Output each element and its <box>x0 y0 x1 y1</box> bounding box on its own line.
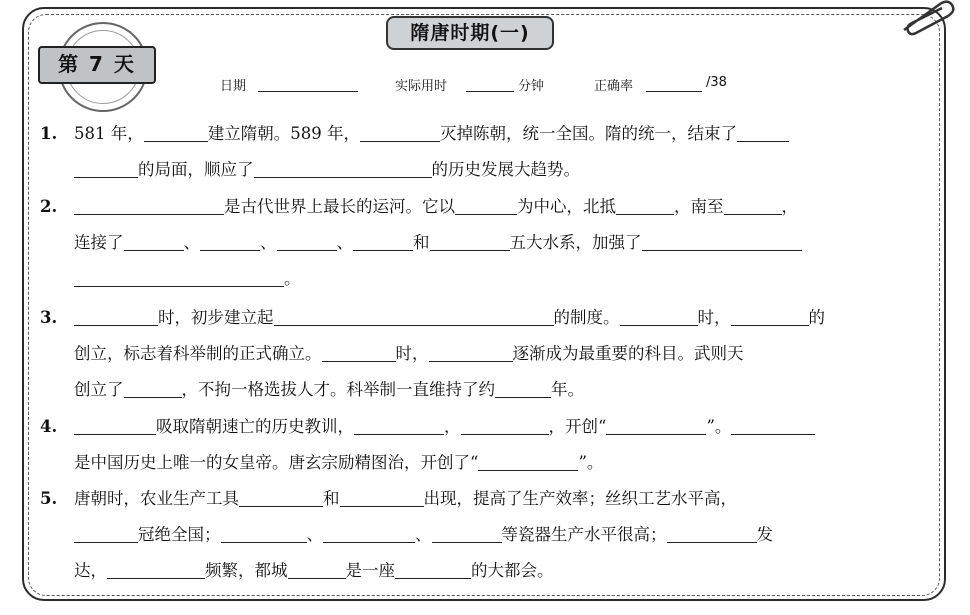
question-4 <box>40 409 910 481</box>
question-text: 的制度。 <box>553 308 620 327</box>
answer-blank[interactable] <box>221 522 307 543</box>
answer-blank[interactable] <box>74 305 158 326</box>
question-3 <box>40 300 910 408</box>
question-text: 达， <box>74 561 107 580</box>
question-text: 是中国历史上唯一的女皇帝。唐玄宗励精图治，开创了“ <box>74 453 479 472</box>
answer-blank[interactable] <box>144 121 208 142</box>
question-text: 的 <box>808 308 825 327</box>
answer-blank[interactable] <box>495 377 551 398</box>
question-text: 冠绝全国； <box>138 525 221 544</box>
question-text: 的局面，顺应了 <box>138 160 254 179</box>
question-number: 5. <box>40 489 58 508</box>
question-text: 灭掉陈朝，统一全国。隋的统一，结束了 <box>440 124 737 143</box>
question-text: 唐朝时，农业生产工具 <box>74 489 239 508</box>
question-2 <box>40 189 910 297</box>
separator: 、 <box>415 525 432 544</box>
question-text: 频繁，都城 <box>205 561 288 580</box>
answer-blank[interactable] <box>432 522 502 543</box>
separator: 、 <box>336 233 353 252</box>
answer-blank[interactable] <box>74 414 156 435</box>
accuracy-label: 正确率 <box>594 79 634 94</box>
question-text: 创立了 <box>74 380 124 399</box>
question-text: ，不拘一格选拔人才。科举制一直维持了约 <box>181 380 495 399</box>
answer-blank[interactable] <box>667 522 757 543</box>
question-text: 逐渐成为最重要的科目。武则天 <box>512 344 744 363</box>
answer-blank[interactable] <box>430 230 510 251</box>
separator: 、 <box>306 525 323 544</box>
answer-blank[interactable] <box>642 230 802 251</box>
question-text: ，开创“ <box>548 417 607 436</box>
question-text: 和 <box>413 233 430 252</box>
answer-blank[interactable] <box>74 194 224 215</box>
page-title: 隋唐时期(一) <box>386 16 554 50</box>
answer-blank[interactable] <box>274 305 554 326</box>
question-number: 1. <box>40 124 58 143</box>
answer-blank[interactable] <box>200 230 260 251</box>
question-text: 时， <box>395 344 429 363</box>
answer-blank[interactable] <box>478 450 578 471</box>
separator: 、 <box>260 233 277 252</box>
answer-blank[interactable] <box>340 486 424 507</box>
paperclip-icon <box>896 0 958 36</box>
question-text: 时，初步建立起 <box>158 308 274 327</box>
answer-blank[interactable] <box>322 341 396 362</box>
answer-blank[interactable] <box>323 522 415 543</box>
answer-blank[interactable] <box>606 414 706 435</box>
question-text: 吸取隋朝速亡的历史教训， <box>156 417 354 436</box>
question-number: 2. <box>40 197 58 216</box>
day-label: 第 7 天 <box>38 46 156 84</box>
answer-blank[interactable] <box>737 121 789 142</box>
question-text: 五大水系，加强了 <box>509 233 642 252</box>
meta-row <box>220 75 820 99</box>
question-text: 创立，标志着科举制的正式确立。 <box>74 344 322 363</box>
answer-blank[interactable] <box>731 305 809 326</box>
answer-blank[interactable] <box>74 157 138 178</box>
question-text: ”。 <box>578 453 604 472</box>
question-text: 出现，提高了生产效率；丝织工艺水平高， <box>423 489 737 508</box>
answer-blank[interactable] <box>620 305 698 326</box>
answer-blank[interactable] <box>107 558 205 579</box>
question-text: ，南至 <box>674 197 724 216</box>
answer-blank[interactable] <box>395 558 471 579</box>
question-text: 连接了 <box>74 233 124 252</box>
question-text: ， <box>781 197 798 216</box>
answer-blank[interactable] <box>277 230 337 251</box>
answer-blank[interactable] <box>124 230 184 251</box>
question-text: 的历史发展大趋势。 <box>431 160 580 179</box>
question-text: 和 <box>323 489 340 508</box>
question-text: 等瓷器生产水平很高； <box>501 525 667 544</box>
answer-blank[interactable] <box>461 414 549 435</box>
question-text: 时， <box>697 308 731 327</box>
question-text: ， <box>444 417 461 436</box>
question-text: ”。 <box>706 417 732 436</box>
answer-blank[interactable] <box>455 194 517 215</box>
question-text: 是古代世界上最长的运河。它以 <box>224 197 455 216</box>
answer-blank[interactable] <box>429 341 513 362</box>
answer-blank[interactable] <box>616 194 674 215</box>
answer-blank[interactable] <box>353 230 413 251</box>
question-text: 581 年， <box>74 124 144 143</box>
answer-blank[interactable] <box>254 157 432 178</box>
question-number: 3. <box>40 308 58 327</box>
separator: 、 <box>183 233 200 252</box>
question-1 <box>40 116 910 188</box>
answer-blank[interactable] <box>724 194 782 215</box>
day-badge <box>38 22 162 108</box>
time-label: 实际用时 <box>395 79 448 94</box>
question-text: 。 <box>284 269 301 288</box>
question-text: 是一座 <box>345 561 395 580</box>
answer-blank[interactable] <box>354 414 444 435</box>
answer-blank[interactable] <box>239 486 323 507</box>
question-5 <box>40 481 910 589</box>
answer-blank[interactable] <box>74 266 284 287</box>
answer-blank[interactable] <box>360 121 440 142</box>
date-label: 日期 <box>220 79 247 94</box>
question-text: 发 <box>756 525 773 544</box>
answer-blank[interactable] <box>288 558 346 579</box>
question-number: 4. <box>40 417 58 436</box>
answer-blank[interactable] <box>124 377 182 398</box>
answer-blank[interactable] <box>731 414 815 435</box>
question-text: 为中心，北抵 <box>517 197 616 216</box>
time-unit: 分钟 <box>518 79 545 94</box>
accuracy-total: /38 <box>706 75 727 90</box>
question-text: 建立隋朝。589 年， <box>207 124 360 143</box>
answer-blank[interactable] <box>74 522 138 543</box>
question-text: 的大都会。 <box>471 561 554 580</box>
question-text: 年。 <box>551 380 584 399</box>
